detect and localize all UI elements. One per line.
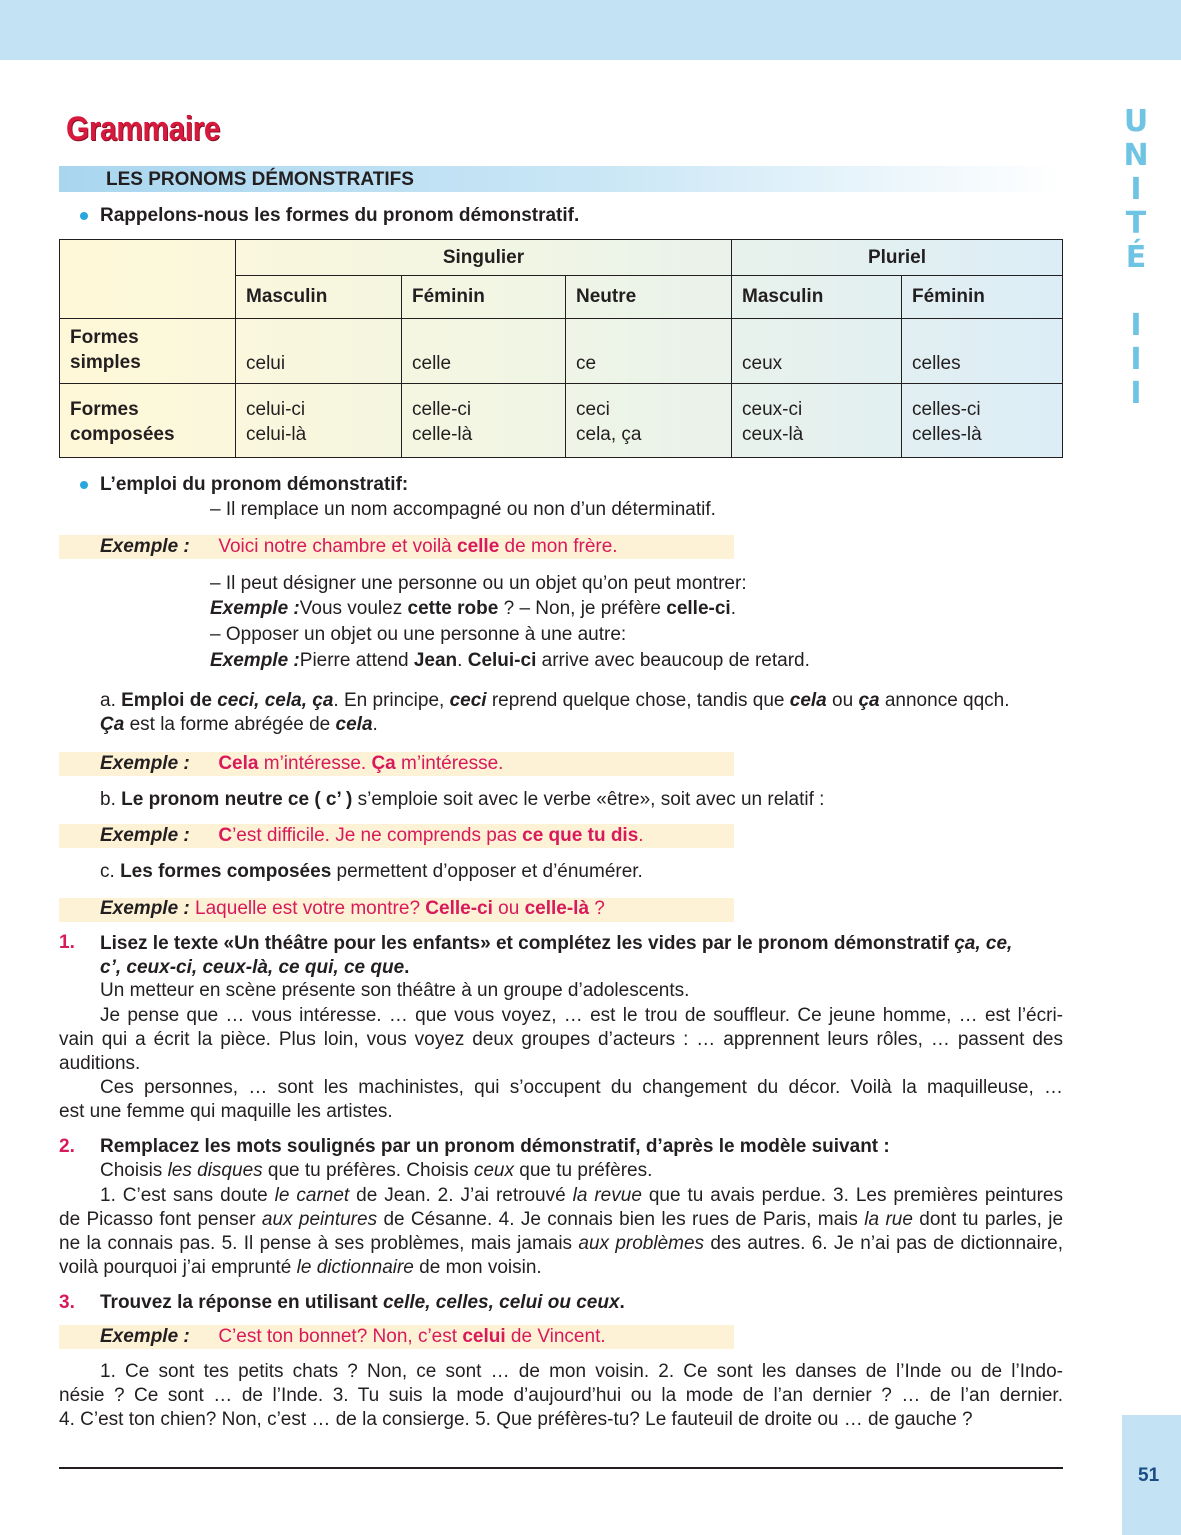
cell-line: celles-là xyxy=(912,424,982,445)
example-c xyxy=(100,898,605,920)
example-text: Ça xyxy=(371,753,396,774)
bullet-dot-icon xyxy=(80,481,88,489)
example-1 xyxy=(100,536,618,558)
line-text: de Césanne. 4. Je connais bien les rues de Paris, mais xyxy=(377,1209,865,1230)
header-feminin-sing: Féminin xyxy=(402,276,566,319)
example-text: celui xyxy=(462,1326,506,1347)
para-text: ceci xyxy=(449,690,487,711)
page-number: 51 xyxy=(1138,1465,1160,1486)
top-banner xyxy=(0,0,1181,60)
example-text: Laquelle est votre montre? xyxy=(195,898,426,919)
unit-letter xyxy=(1118,275,1154,309)
instruction-text: c’, ceux-ci, ceux-là, ce qui, ce que xyxy=(100,957,405,978)
model-text: les disques xyxy=(167,1160,263,1181)
example-text: de mon frère. xyxy=(499,536,618,557)
exercise-2-model xyxy=(100,1160,652,1182)
example-text: ’est difficile. Je ne comprends pas xyxy=(232,825,523,846)
para-text: reprend quelque chose, tandis que xyxy=(486,690,790,711)
table-cell xyxy=(902,383,1063,457)
row-label-line: Formes xyxy=(70,326,139,348)
row-label-line: simples xyxy=(70,351,141,373)
exercise-2-number: 2. xyxy=(59,1136,75,1157)
exercise-1-line: Je pense que … vous intéresse. … que vous voyez, … est le trou de souffleur. Ce jeune homme, … est l’écri- xyxy=(100,1005,1063,1026)
cell-line: celles-ci xyxy=(912,399,981,420)
exercise-2-line xyxy=(59,1256,1063,1280)
para-text: ou xyxy=(826,690,859,711)
model-text: ceux xyxy=(473,1160,514,1181)
line-text: ne la connais pas. 5. Il pense à ses problèmes, mais jamais xyxy=(59,1233,579,1254)
exercise-2-line xyxy=(59,1232,1063,1256)
para-text: cela xyxy=(789,690,827,711)
unit-letter: U xyxy=(1123,104,1149,139)
header-masculin-sing: Masculin xyxy=(236,276,402,319)
exercise-1-number: 1. xyxy=(59,932,75,953)
instruction-text: . xyxy=(404,957,410,978)
model-text: Choisis xyxy=(100,1160,168,1181)
example-text: de Vincent. xyxy=(505,1326,606,1347)
exercise-1-text xyxy=(59,1004,1063,1124)
emploi-line-1: – Il remplace un nom accompagné ou non d’un déterminatif. xyxy=(210,499,716,520)
cell-line: ceci xyxy=(576,399,610,420)
example-a xyxy=(100,753,503,775)
example-text: cette robe xyxy=(407,598,499,619)
demonstrative-forms-table xyxy=(59,239,1063,458)
cell-line: cela, ça xyxy=(576,424,642,445)
para-text: s’emploie soit avec le verbe «être», soit avec un relatif : xyxy=(352,789,825,810)
emploi-line-2: – Il peut désigner une personne ou un objet qu’on peut montrer: xyxy=(210,573,747,594)
emploi-line-3: – Opposer un objet ou une personne à une autre: xyxy=(210,624,627,645)
cell-line: ceux-là xyxy=(742,424,804,445)
instruction-text: Trouvez la réponse en utilisant xyxy=(100,1292,383,1313)
example-text: Vous voulez xyxy=(299,598,408,619)
line-text: des autres. 6. Je n’ai pas de dictionnaire, xyxy=(704,1233,1064,1254)
emploi-example-3 xyxy=(210,650,810,672)
para-text: Emploi de xyxy=(121,690,218,711)
para-text: permettent d’opposer et d’énumérer. xyxy=(331,861,643,882)
line-text: le carnet xyxy=(274,1185,350,1206)
cell-line: celui-ci xyxy=(246,399,306,420)
example-text: ce que tu dis xyxy=(522,825,639,846)
unit-label xyxy=(1118,104,1154,411)
unit-letter: N xyxy=(1123,138,1149,173)
para-text: Le pronom neutre ce ( c’ ) xyxy=(121,789,353,810)
instruction-text: celle, celles, celui ou ceux xyxy=(382,1292,620,1313)
exercise-3-line: 4. C’est ton chien? Non, c’est … de la consierge. 5. Que préfères-tu? Le fauteuil de droite ou … de gauche ? xyxy=(59,1409,973,1430)
exercise-1-line: Un metteur en scène présente son théâtre à un groupe d’adolescents. xyxy=(100,980,690,1001)
exercise-3-line: 1. Ce sont tes petits chats ? Non, ce sont … de mon voisin. 2. Ce sont les danses de l’Inde ou de l’Indo- xyxy=(100,1361,1063,1382)
section-title: LES PRONOMS DÉMONSTRATIFS xyxy=(106,169,414,190)
example-label: Exemple : xyxy=(210,650,300,671)
table-cell xyxy=(566,383,732,457)
para-text: b. xyxy=(100,789,122,810)
unit-letter: É xyxy=(1125,240,1147,275)
example-text: celle-là xyxy=(524,898,590,919)
line-text: le dictionnaire xyxy=(296,1257,414,1278)
exercise-2-line xyxy=(59,1184,1063,1208)
paragraph-b xyxy=(100,789,824,811)
paragraph-a xyxy=(100,689,1063,737)
line-text: que tu avais perdue. 3. Les premières peintures xyxy=(641,1185,1063,1206)
grammaire-heading: Grammaire xyxy=(66,110,221,148)
line-text: 1. C’est sans doute xyxy=(100,1185,275,1206)
instruction-text: . xyxy=(619,1292,625,1313)
instruction-text: Lisez le texte «Un théâtre pour les enfants» et complétez les vides par le pronom démonstratif xyxy=(100,933,955,954)
example-text: C’est ton bonnet? Non, c’est xyxy=(218,1326,463,1347)
table-corner xyxy=(60,240,236,319)
example-text: m’intéresse. xyxy=(258,753,372,774)
unit-letter: I xyxy=(1130,376,1142,411)
unit-letter: I xyxy=(1130,172,1142,207)
para-text: cela xyxy=(335,714,373,735)
line-text: de Jean. 2. J’ai retrouvé xyxy=(349,1185,573,1206)
line-text: aux peintures xyxy=(261,1209,378,1230)
exercise-1-line: vain qui a écrit la pièce. Plus loin, vous voyez deux groupes d’acteurs : … apprennent leurs rôles, … passent des xyxy=(59,1029,1063,1050)
para-text: . En principe, xyxy=(333,690,450,711)
row-label-composees xyxy=(60,383,236,457)
exercise-1-instruction xyxy=(100,932,1063,980)
para-text: Ça xyxy=(100,714,125,735)
example-text: Pierre attend xyxy=(299,650,414,671)
exercise-3-number: 3. xyxy=(59,1292,75,1313)
line-text: de mon voisin. xyxy=(413,1257,542,1278)
example-text: celle-ci xyxy=(666,598,731,619)
row-label-simples xyxy=(60,319,236,383)
line-text: de Picasso font penser xyxy=(59,1209,262,1230)
unit-letter: T xyxy=(1125,206,1147,241)
header-neutre: Neutre xyxy=(566,276,732,319)
exercise-1-line: Ces personnes, … sont les machinistes, qui s’occupent du changement du décor. Voilà la maquilleuse, … xyxy=(100,1077,1063,1098)
example-text: celle xyxy=(457,536,500,557)
header-singulier: Singulier xyxy=(236,240,732,276)
header-masculin-plur: Masculin xyxy=(732,276,902,319)
example-text: Voici notre chambre et voilà xyxy=(218,536,458,557)
row-label-line: Formes xyxy=(70,399,139,420)
para-text: a. xyxy=(100,690,122,711)
unit-letter: I xyxy=(1130,308,1142,343)
exercise-2-instruction: Remplacez les mots soulignés par un pronom démonstratif, d’après le modèle suivant : xyxy=(100,1136,890,1157)
exercise-3-text xyxy=(59,1360,1063,1432)
line-text: dont tu parles, je xyxy=(912,1209,1064,1230)
example-text: . xyxy=(457,650,468,671)
table-cell: ceux xyxy=(732,319,902,383)
bullet-dot-icon xyxy=(80,212,88,220)
example-label: Exemple : xyxy=(100,753,190,774)
example-text: Cela xyxy=(218,753,259,774)
exercise-2-text xyxy=(59,1184,1063,1280)
example-text: Jean xyxy=(413,650,458,671)
bullet-rappelons: Rappelons-nous les formes du pronom démonstratif. xyxy=(100,205,580,226)
para-text: . xyxy=(372,714,378,735)
para-text: ça xyxy=(858,690,880,711)
exercise-1-line: auditions. xyxy=(59,1053,141,1074)
paragraph-c xyxy=(100,861,643,883)
table-cell: celui xyxy=(236,319,402,383)
model-text: que tu préfères. xyxy=(514,1160,653,1181)
example-label: Exemple : xyxy=(100,898,190,919)
cell-line: celui-là xyxy=(246,424,307,445)
row-label-line: composées xyxy=(70,424,175,445)
emploi-example-2 xyxy=(210,598,736,620)
header-feminin-plur: Féminin xyxy=(902,276,1063,319)
example-text: arrive avec beaucoup de retard. xyxy=(536,650,810,671)
header-pluriel: Pluriel xyxy=(732,240,1063,276)
line-text: la rue xyxy=(864,1209,913,1230)
table-cell xyxy=(402,383,566,457)
para-text: Les formes composées xyxy=(120,861,332,882)
example-text: ? xyxy=(589,898,605,919)
cell-line: celle-là xyxy=(412,424,473,445)
example-label: Exemple : xyxy=(100,536,190,557)
example-b xyxy=(100,825,644,847)
line-text: la revue xyxy=(572,1185,642,1206)
example-text: ou xyxy=(492,898,525,919)
table-cell: ce xyxy=(566,319,732,383)
table-cell: celles xyxy=(902,319,1063,383)
line-text: voilà pourquoi j’ai emprunté xyxy=(59,1257,297,1278)
unit-letter: I xyxy=(1130,342,1142,377)
table-cell xyxy=(732,383,902,457)
example-label: Exemple : xyxy=(210,598,300,619)
line-text: aux problèmes xyxy=(578,1233,705,1254)
para-text: est la forme abrégée de xyxy=(124,714,336,735)
footer-rule xyxy=(59,1467,1063,1469)
example-text: m’intéresse. xyxy=(395,753,504,774)
example-label: Exemple : xyxy=(100,825,190,846)
example-text: Celle-ci xyxy=(425,898,493,919)
exercise-2-line xyxy=(59,1208,1063,1232)
table-cell xyxy=(236,383,402,457)
cell-line: celle-ci xyxy=(412,399,472,420)
exercise-1-line: est une femme qui maquille les artistes. xyxy=(59,1101,393,1122)
exercise-3-instruction xyxy=(100,1292,625,1314)
para-text: ceci, cela, ça xyxy=(217,690,334,711)
example-text: C xyxy=(218,825,233,846)
example-3 xyxy=(100,1326,606,1348)
example-text: ? – Non, je préfère xyxy=(498,598,667,619)
example-text: . xyxy=(730,598,736,619)
model-text: que tu préfères. Choisis xyxy=(262,1160,474,1181)
para-text: c. xyxy=(100,861,121,882)
example-text: Celui-ci xyxy=(467,650,537,671)
bullet-emploi: L’emploi du pronom démonstratif: xyxy=(100,474,409,495)
example-label: Exemple : xyxy=(100,1326,190,1347)
exercise-3-line: nésie ? Ce sont … de l’Inde. 3. Tu suis la mode d’aujourd’hui ou la mode de l’an dernier ? … de l’an dernier. xyxy=(59,1385,1063,1406)
para-text: annonce qqch. xyxy=(879,690,1010,711)
cell-line: ceux-ci xyxy=(742,399,803,420)
instruction-text: ça, ce, xyxy=(954,933,1013,954)
example-text: . xyxy=(638,825,644,846)
table-cell: celle xyxy=(402,319,566,383)
